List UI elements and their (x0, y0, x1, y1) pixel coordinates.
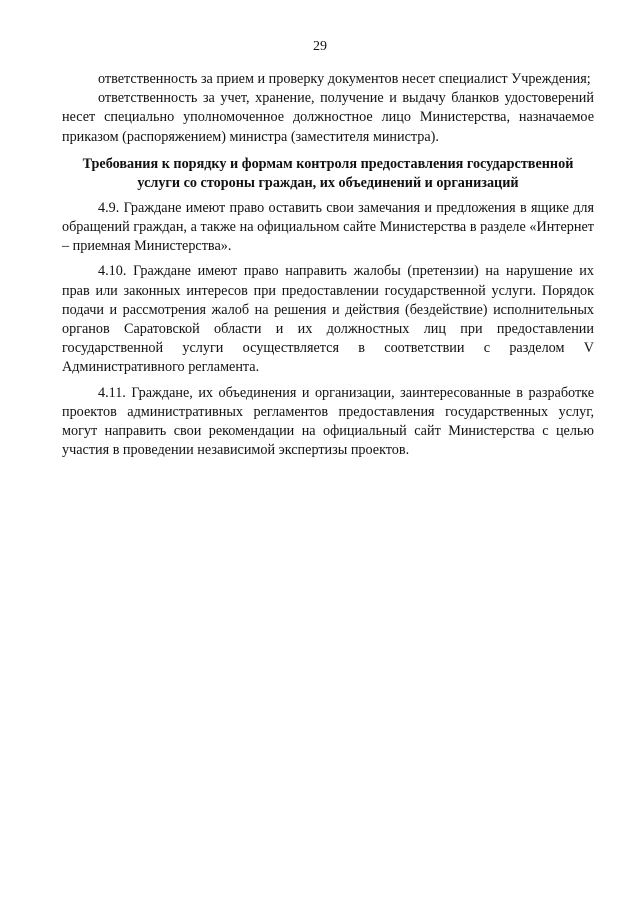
clause-4-11-paragraph: 4.11. Граждане, их объединения и организации, заинтересованные в разработке проектов административных регламентов предоставления государственных услуг, могут направить свои рекомендации на официальный сайт Министерства с целью участия в проведении независимой экспертизы проектов. (62, 384, 594, 459)
clause-4-10-paragraph: 4.10. Граждане имеют право направить жалобы (претензии) на нарушение их прав или законных интересов при предоставлении государственной услуги. Порядок подачи и рассмотрения жалоб на решения и действия (бездействие) исполнительных органов Саратовской области и их должностных лиц при предоставлении государственной услуги осуществляется в соответствии с разделом V Административного регламента. (62, 263, 594, 376)
responsibility-forms-paragraph: ответственность за учет, хранение, получение и выдачу бланков удостоверений несет специально уполномоченное должностное лицо Министерства, назначаемое приказом (распоряжением) министра (заместителя министра). (62, 90, 594, 145)
clause-4-9-paragraph: 4.9. Граждане имеют право оставить свои замечания и предложения в ящике для обращений граждан, а также на официальном сайте Министерства в разделе «Интернет – приемная Министерства». (62, 199, 594, 255)
section-heading: Требования к порядку и формам контроля предоставления государственной услуги со стороны граждан, их объединений и организаций (82, 155, 574, 191)
document-body (62, 70, 594, 460)
responsibility-intake-paragraph: ответственность за прием и проверку документов несет специалист Учреждения; (98, 71, 591, 87)
page-number: 29 (313, 39, 327, 54)
